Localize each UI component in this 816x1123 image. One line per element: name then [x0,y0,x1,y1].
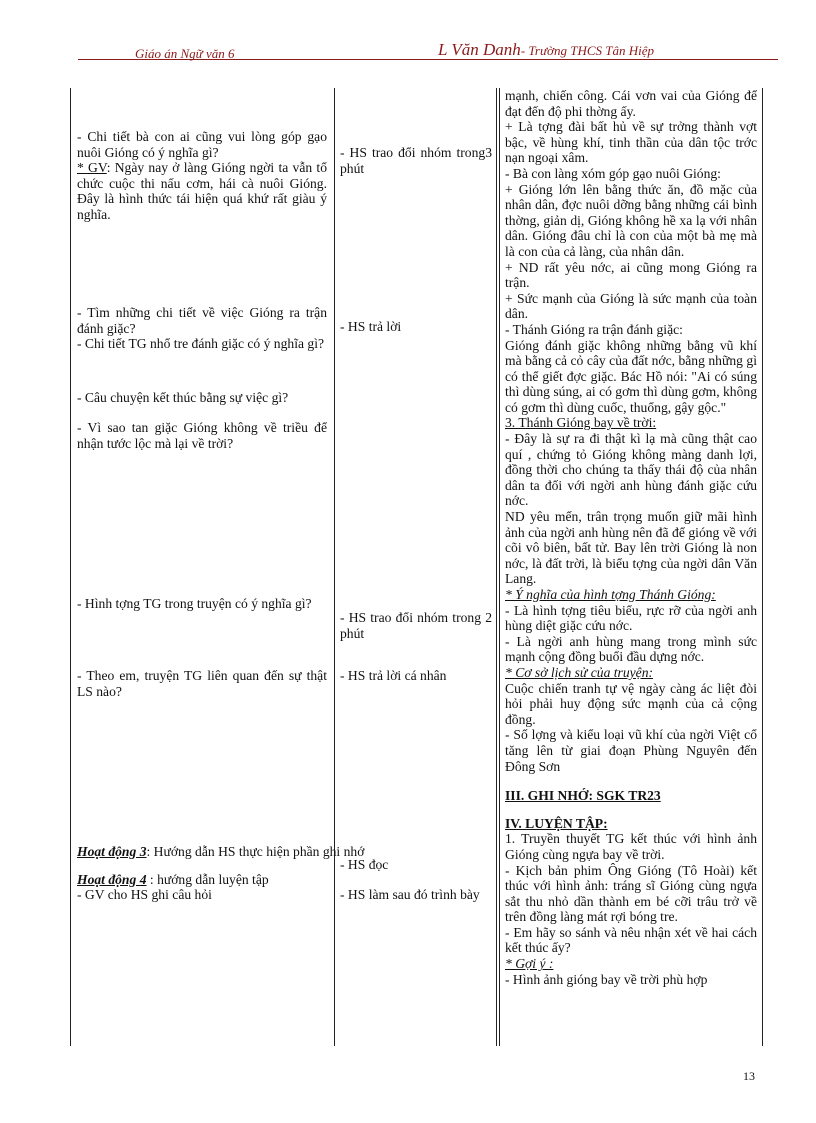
student-activity-2: - HS trả lời [340,319,402,334]
question-ra-tran: - Tìm những chi tiết về việc Gióng ra trận đánh giặc? [77,305,327,336]
question-nho-tre: - Chi tiết TG nhổ tre đánh giặc có ý nghĩa gì? [77,336,325,351]
content-p1: mạnh, chiến công. Cái vơn vai của Gióng để đạt đến độ phi thờng ấy. [505,88,757,119]
page-number: 13 [743,1069,755,1083]
gv-note [77,160,327,222]
content-p7: - Thánh Gióng ra trận đánh giặc: [505,321,683,337]
content-p2: + Là tợng đài bất hủ về sự trởng thành vợt bậc, về hùng khí, tinh thần của dân tộc trớc nạn ngoại xâm. [505,119,757,166]
gv-label: * GV [77,160,107,175]
goi-y-heading: * Gợi ý : [505,956,554,972]
content-p3: - Bà con làng xóm góp gạo nuôi Gióng: [505,165,721,181]
header-subject: Giáo án Ngữ văn 6 [135,46,235,61]
header-author [438,40,654,60]
content-p8: Gióng đánh giặc không những bằng vũ khí mà bằng cả cỏ cây của đất nớc, bằng những gì có thể giết đợc giặc. Bác Hồ nói: "Ai có súng thì dùng súng, ai có gơm thì dùng gơm, không có gơm thì dùng cuốc, thuổng, gậy gộc." [505,337,757,415]
history-heading: * Cơ sở lịch sử của truyện: [505,664,654,680]
table-border-left [70,88,71,1046]
content-p17: - Em hãy so sánh và nêu nhận xét về hai cách kết thúc ấy? [505,924,757,956]
activity-3 [77,844,437,860]
header-rule [78,59,778,60]
activity-4-label: Hoạt động 4 [77,872,147,887]
gv-note-text: : Ngày nay ở làng Gióng ngời ta vẫn tổ chức cuộc thi nấu cơm, hái cà nuôi Gióng. Đây là hình thức tái hiện quá khứ rất giàu ý nghĩa. [77,160,327,222]
section-3-heading: 3. Thánh Gióng bay về trời: [505,415,657,431]
activity-4-text: : hướng dẫn luyện tập [146,872,269,887]
student-activity-1: - HS trao đổi nhóm trong3 phút [340,145,492,176]
question-ve-troi: - Vì sao tan giặc Gióng không về triều để nhận tước lộc mà lại về trời? [77,420,327,451]
content-p15: 1. Truyền thuyết TG kết thúc với hình ảnh Gióng cùng ngựa bay về trời. [505,831,757,862]
activity-3-text: : Hướng dẫn HS thực hiện phần ghi nhớ [146,844,365,859]
activity-4-item: - GV cho HS ghi câu hỏi [77,887,212,902]
student-activity-3: - HS trao đổi nhóm trong 2 phút [340,610,492,641]
table-border-right [762,88,763,1046]
content-p9: - Đây là sự ra đi thật kì lạ mà cũng thật cao quí , chứng tỏ Gióng không màng danh lợi, đồng thời cho chúng ta thấy thái độ của nhân dân ta đối với ngời anh hùng đánh giặc cứu nớc. [505,431,757,509]
table-divider-2b [499,88,500,1046]
content-p6: + Sức mạnh của Gióng là sức mạnh của toàn dân. [505,290,757,322]
content-p10: ND yêu mến, trân trọng muốn giữ mãi hình ảnh của ngời anh hùng nên đã để gióng về với cõi vô biên, bất tử. Bay lên trời Gióng là non nớc, là đất trời, là biểu tợng của ngời dân Văn Lang. [505,509,757,587]
content-p4: + Gióng lớn lên bằng thức ăn, đồ mặc của nhân dân, đợc nuôi dỡng bằng những cái bình thờng, giản dị, Gióng không hề xa lạ với nhân dân. Gióng đâu chỉ là con của một bà mẹ mà là con của cả làng, của nhân dân. [505,181,757,259]
activity-4 [77,872,327,888]
header-author-name: L Văn Danh [438,40,521,59]
content-p14: - Số lợng và kiểu loại vũ khí của ngời Việt cổ tăng lên từ giai đoạn Phùng Nguyên đến Đông Sơn [505,727,757,774]
content-column [505,88,757,987]
table-divider-1 [334,88,335,1046]
content-p12: - Là ngời anh hùng mang trong mình sức mạnh cộng đồng buổi đầu dựng nớc. [505,633,757,665]
student-activity-5: - HS đọc [340,857,389,872]
ghi-nho-heading: III. GHI NHỚ: SGK TR23 [505,788,661,804]
student-activity-4: - HS trả lời cá nhân [340,668,447,683]
meaning-heading: * Ý nghĩa của hình tợng Thánh Gióng: [505,587,716,602]
question-hinh-tuong: - Hình tợng TG trong truyện có ý nghĩa gì? [77,596,312,611]
question-gao: - Chi tiết bà con ai cũng vui lòng góp gạo nuôi Gióng có ý nghĩa gì? [77,129,327,160]
header-school: - Trường THCS Tân Hiệp [520,43,655,58]
student-activity-6: - HS làm sau đó trình bày [340,887,480,902]
table-divider-2 [496,88,497,1046]
content-p11: - Là hình tợng tiêu biểu, rực rỡ của ngời anh hùng diệt giặc cứu nớc. [505,602,757,634]
question-lich-su: - Theo em, truyện TG liên quan đến sự thật LS nào? [77,668,327,699]
content-p13: Cuộc chiến tranh tự vệ ngày càng ác liệt đòi hỏi phải huy động sức mạnh của cả cộng đồng. [505,680,757,727]
content-p5: + ND rất yêu nớc, ai cũng mong Gióng ra trận. [505,259,757,291]
content-p16: - Kịch bản phim Ông Gióng (Tô Hoài) kết thúc với hình ảnh: tráng sĩ Gióng cùng ngựa sắt thu nhỏ dần thành em bé cỡi trâu trở về trên đồng làng mát rợi bóng tre. [505,862,757,925]
content-p18: - Hình ảnh gióng bay về trời phù hợp [505,971,708,987]
question-ket-thuc: - Câu chuyện kết thúc bằng sự việc gì? [77,390,289,405]
activity-3-label: Hoạt động 3 [77,844,147,859]
luyen-tap-heading: IV. LUYỆN TẬP: [505,815,608,831]
